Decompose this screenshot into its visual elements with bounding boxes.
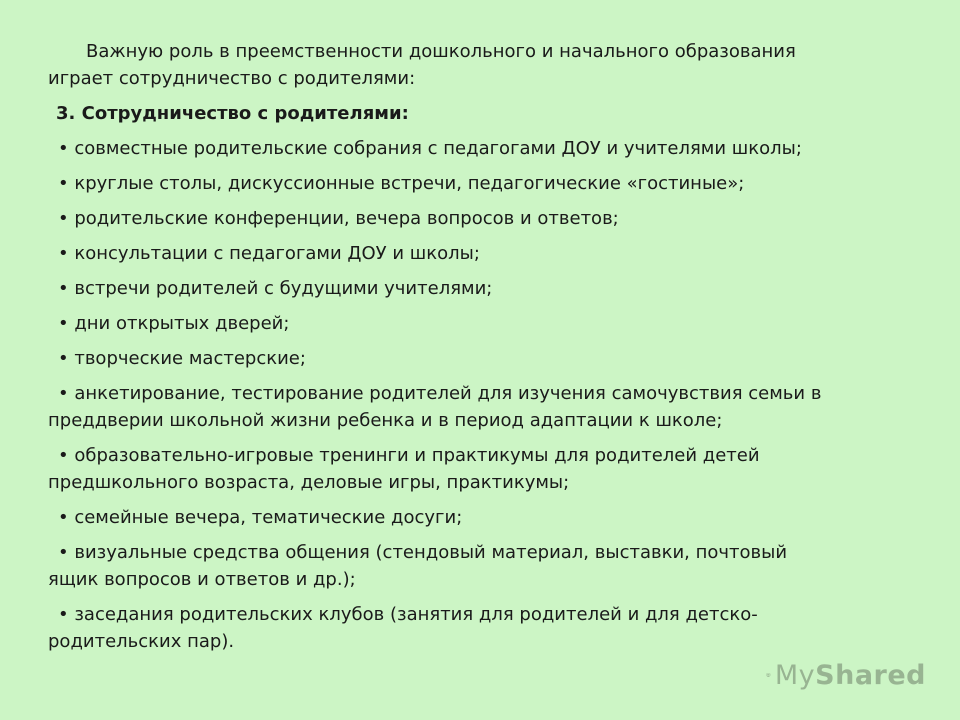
myshared-watermark — [766, 653, 926, 697]
list-item-3: • родительские конференции, вечера вопросов и ответов; — [58, 208, 619, 229]
list-item-4: • консультации с педагогами ДОУ и школы; — [58, 243, 480, 264]
watermark-text: MyShared — [774, 659, 926, 691]
intro-line-1: Важную роль в преемственности дошкольного и начального образования — [86, 41, 796, 62]
list-item-2: • круглые столы, дискуссионные встречи, педагогические «гостиные»; — [58, 173, 745, 194]
list-item-5: • встречи родителей с будущими учителями; — [58, 278, 493, 299]
list-item-12-line-1: • заседания родительских клубов (занятия для родителей и для детско- — [58, 604, 758, 625]
myshared-logo-icon — [766, 655, 771, 695]
list-item-11-line-2: ящик вопросов и ответов и др.); — [48, 569, 356, 590]
section-heading: 3. Сотрудничество с родителями: — [56, 103, 409, 124]
list-item-12-line-2: родительских пар). — [48, 631, 235, 652]
list-item-8-line-2: преддверии школьной жизни ребенка и в период адаптации к школе; — [48, 410, 723, 431]
list-item-9-line-2: предшкольного возраста, деловые игры, практикумы; — [48, 472, 570, 493]
list-item-6: • дни открытых дверей; — [58, 313, 290, 334]
list-item-7: • творческие мастерские; — [58, 348, 306, 369]
list-item-8-line-1: • анкетирование, тестирование родителей для изучения самочувствия семьи в — [58, 383, 822, 404]
list-item-10: • семейные вечера, тематические досуги; — [58, 507, 463, 528]
list-item-1: • совместные родительские собрания с педагогами ДОУ и учителями школы; — [58, 138, 802, 159]
slide-content — [48, 38, 920, 655]
list-item-11-line-1: • визуальные средства общения (стендовый материал, выставки, почтовый — [58, 542, 788, 563]
intro-line-2: играет сотрудничество с родителями: — [48, 68, 416, 89]
list-item-9-line-1: • образовательно-игровые тренинги и практикумы для родителей детей — [58, 445, 760, 466]
